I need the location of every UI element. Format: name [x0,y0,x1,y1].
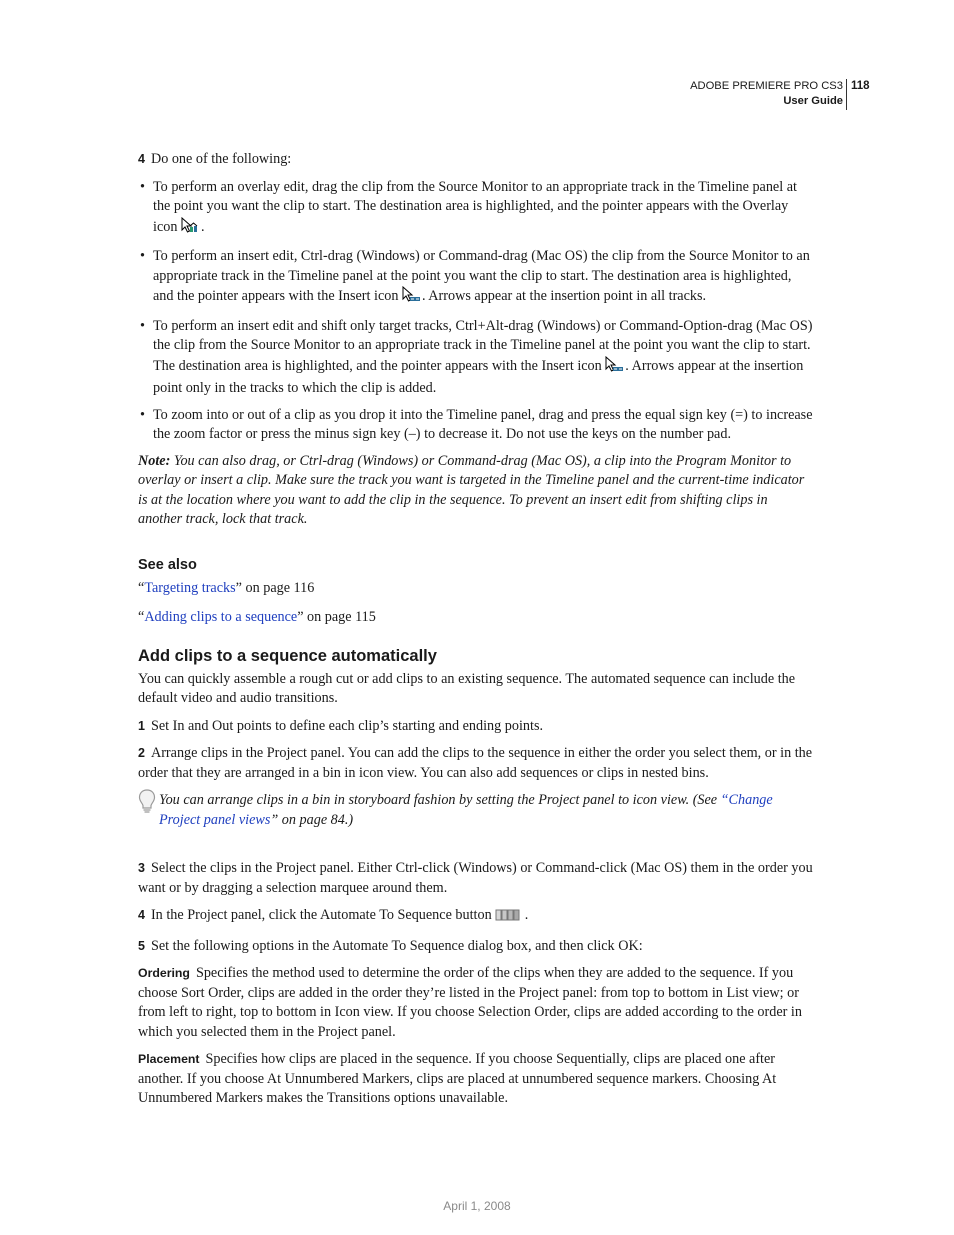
definition-ordering [138,964,814,1042]
bullet-text: To perform an insert edit and shift only target tracks, Ctrl+Alt-drag (Windows) or Command-Option-drag (Mac OS) the clip from the Source Monitor to an appropriate track in the Timeline panel at the point you want the clip to start. The destination area is highlighted, and the pointer appears with the Insert icon [153,317,813,374]
step-3 [138,859,814,898]
guide-title: User Guide [783,95,843,107]
page-reference: ” on page 115 [297,608,376,625]
bullet-text: To perform an insert edit, Ctrl-drag (Windows) or Command-drag (Mac OS) the clip from the Source Monitor to an appropriate track in the Timeline panel at the point you want the clip to start. The destination area is highlighted, and the pointer appears with the Insert icon [153,248,810,304]
definition-term: Ordering [138,966,190,980]
step-2 [138,744,814,783]
list-item: • To perform an insert edit and shift only target tracks, Ctrl+Alt-drag (Windows) or Command-Option-drag (Mac OS) the clip from the Source Monitor to an appropriate track in the Timeline panel at the point you want the clip to start. The destination area is highlighted, and the pointer appears with the Insert icon . Arrows appear at the insertion point only in the tracks to which the clip is added. [140,317,813,396]
bullet-text: To perform an overlay edit, drag the clip from the Source Monitor to an appropriate track in the Timeline panel at the point you want the clip to start. The destination area is highlighted, and the pointer appears with the Overlay icon [153,178,797,235]
step-text-end: . [524,907,529,923]
note-text: You can also drag, or Ctrl-drag (Windows) or Command-drag (Mac OS), a clip into the Program Monitor to overlay or insert a clip. Make sure the track you want is targeted in the Timeline panel and the current-time indicator is at the location where you want to add the clip in the sequence. To prevent an insert edit from shifting clips in another track, lock that track. [138,452,805,527]
automate-to-sequence-icon [495,908,521,929]
step-number: 2 [138,746,145,760]
list-item: • To perform an overlay edit, drag the clip from the Source Monitor to an appropriate track in the Timeline panel at the point you want the clip to start. The destination area is highlighted, and the pointer appears with the Overlay icon . [138,178,814,241]
tip-text: You can arrange clips in a bin in storyboard fashion by setting the Project panel to icon view. (See [159,792,721,808]
targeting-tracks-link[interactable]: Targeting tracks [144,580,236,596]
lightbulb-icon [138,789,156,822]
step-4 [138,906,814,929]
section-heading: Add clips to a sequence automatically [138,647,437,665]
running-header [690,79,843,109]
cross-reference [138,579,814,599]
step-4-intro [138,150,814,170]
bullet-text-end: . Arrows appear at the insertion point in all tracks. [422,288,707,304]
insert-icon [605,356,625,380]
step-text: Set the following options in the Automate To Sequence dialog box, and then click OK: [150,937,643,954]
step-text: Do one of the following: [150,151,292,167]
cross-reference [138,608,814,628]
list-item: • To perform an insert edit, Ctrl-drag (Windows) or Command-drag (Mac OS) the clip from the Source Monitor to an appropriate track in the Timeline panel at the point you want the clip to start. The destination area is highlighted, and the pointer appears with the Insert icon . Arrows appear at the insertion point in all tracks. [138,247,814,310]
step-number: 1 [138,718,145,733]
list-item: • To zoom into or out of a clip as you drop it into the Timeline panel, drag and press the equal sign key (=) to increase the zoom factor or press the minus sign key (–) to decrease it. Do not use the keys on the number pad. [140,406,813,442]
step-text: Arrange clips in the Project panel. You can add the clips to the sequence in either the order you select them, or in the order that they are arranged in a bin in icon view. You can also add sequences or clips in nested bins. [138,745,813,781]
quote-mark: “ [138,580,145,596]
quote-mark: “ [138,608,145,625]
footer-date: April 1, 2008 [443,1199,511,1213]
step-5 [138,937,814,957]
bullet-text-end: . Arrows appear at the insertion point only in the tracks to which the clip is added. [153,357,804,396]
step-text: Select the clips in the Project panel. Either Ctrl-click (Windows) or Command-click (Mac OS) them in the order you want or by dragging a selection marquee around them. [138,860,813,896]
note-paragraph [138,452,814,530]
product-name: ADOBE PREMIERE PRO CS3 [690,80,843,92]
step-number: 3 [138,861,145,875]
definition-term: Placement [138,1052,200,1066]
see-also-heading: See also [138,556,197,573]
bullet-text-end: . [200,218,205,235]
step-text: Set In and Out points to define each clip’s starting and ending points. [150,717,544,734]
step-number: 4 [138,908,145,922]
insert-icon [402,286,422,310]
definition-text: Specifies the method used to determine the order of the clips when they are added to the sequence. If you choose Sort Order, clips are added in the order they’re listed in the Project panel: from top to bottom in List view; or from left to right, top to bottom in Icon view. If you choose Selection Order, clips are added according to the order in which you selected them in the Project panel. [138,965,802,1040]
adding-clips-link[interactable]: Adding clips to a sequence [144,608,298,625]
step-text: In the Project panel, click the Automate To Sequence button [150,907,496,923]
tip-paragraph [138,791,814,830]
note-label: Note: [138,452,171,469]
page-reference: ” on page 116 [235,580,315,596]
section-intro: You can quickly assemble a rough cut or add clips to an existing sequence. The automated sequence can include the default video and audio transitions. [138,670,796,706]
bullet-text: To zoom into or out of a clip as you drop it into the Timeline panel, drag and press the equal sign key (=) to increase the zoom factor or press the minus sign key (–) to decrease it. Do not use the keys on the number pad. [153,406,813,442]
change-project-panel-views-link[interactable]: “Change Project panel views [159,792,773,828]
definition-placement [138,1050,814,1109]
step-1 [138,717,814,737]
tip-page-reference: ” on page 84.) [270,811,354,828]
options-list [138,178,814,445]
definition-text: Specifies how clips are placed in the sequence. If you choose Sequentially, clips are placed one after another. If you choose At Unnumbered Markers, clips are placed at unnumbered sequence markers. Choosing At Unnumbered Markers makes the Transitions options unavailable. [138,1051,777,1106]
page-number: 118 [846,79,870,110]
step-number: 4 [138,152,145,166]
overlay-icon [181,217,201,241]
page-content [138,150,814,1117]
step-number: 5 [138,938,145,953]
